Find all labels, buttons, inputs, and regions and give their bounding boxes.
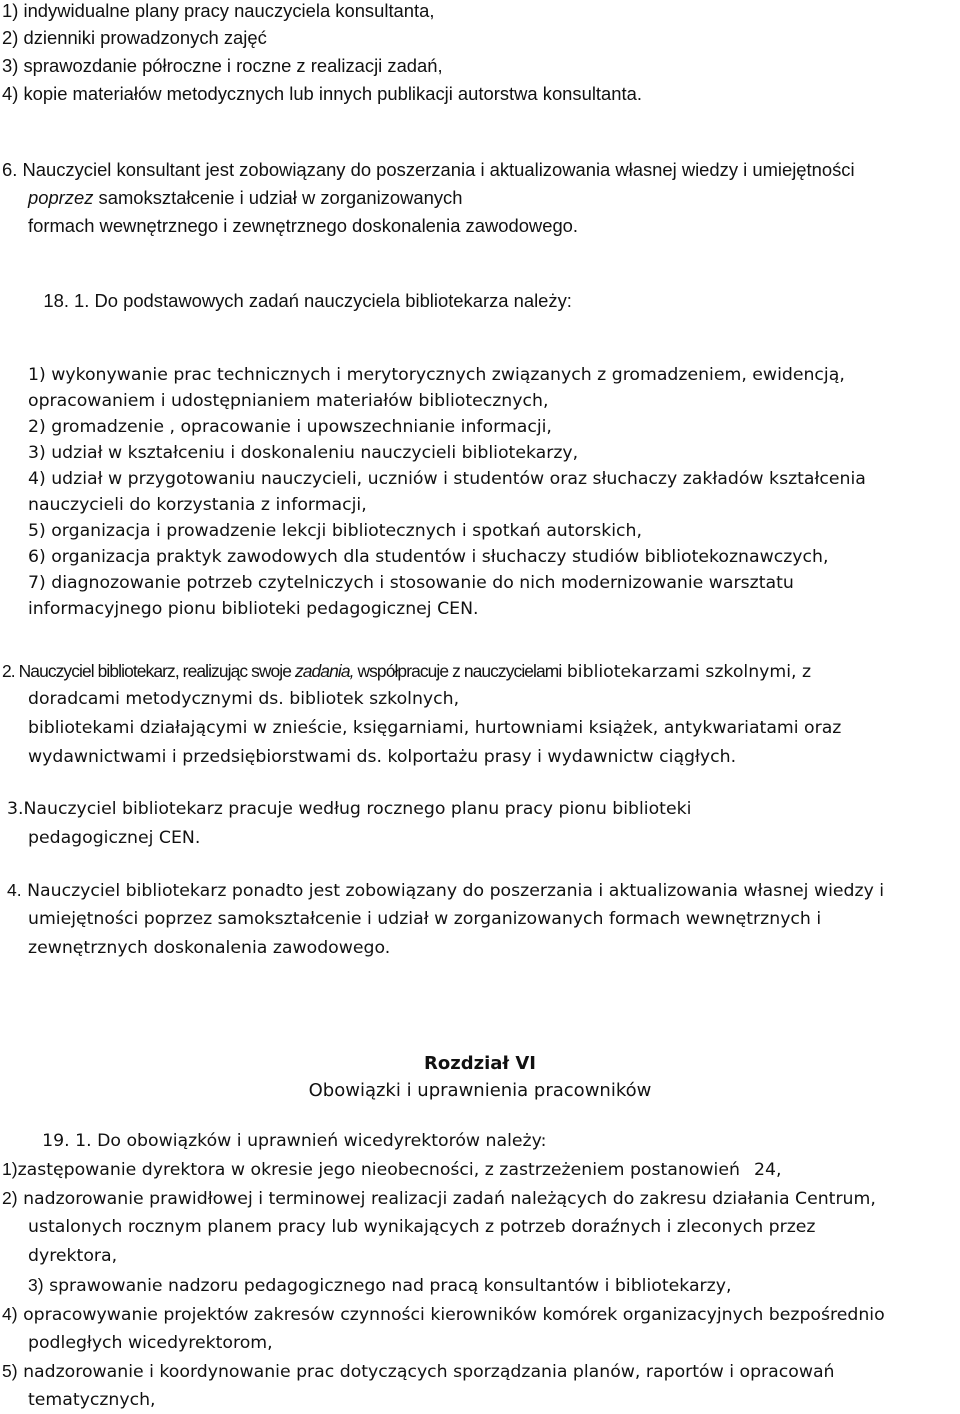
list-item: 4) kopie materiałów metodycznych lub innych publikacji autorstwa konsultanta. [2, 83, 642, 104]
list-item: nauczycieli do korzystania z informacji, [28, 495, 367, 515]
point-3-line-1: 3.Nauczyciel bibliotekarz pracuje według rocznego planu pracy pionu biblioteki [7, 799, 692, 819]
point-2-line-2: doradcami metodycznymi ds. bibliotek szkolnych, [28, 689, 460, 709]
section-18-heading: § 18. 1. Do podstawowych zadań nauczyciela bibliotekarza należy: [28, 290, 572, 311]
list-item: 4) udział w przygotowaniu nauczycieli, uczniów i studentów oraz słuchaczy zakładów kształcenia [28, 469, 866, 489]
list-item-continuation: tematycznych, [28, 1390, 156, 1410]
section-sign: § [745, 1160, 755, 1180]
chapter-subtitle: Obowiązki i uprawnienia pracowników [308, 1080, 652, 1101]
list-item: 4) opracowywanie projektów zakresów czynności kierowników komórek organizacyjnych bezpośrednio [2, 1304, 885, 1325]
list-item: 7) diagnozowanie potrzeb czytelniczych i stosowanie do nich modernizowanie warsztatu [28, 573, 794, 593]
point-2-line-4: wydawnictwami i przedsiębiorstwami ds. kolportażu prasy i wydawnictw ciągłych. [28, 747, 737, 767]
point-4-line-3: zewnętrznych doskonalenia zawodowego. [28, 938, 391, 958]
list-item-continuation: podległych wicedyrektorom, [28, 1333, 273, 1353]
list-item-continuation: ustalonych rocznym planem pracy lub wynikających z potrzeb doraźnych i zleconych przez [28, 1217, 816, 1237]
list-item: 1)zastępowanie dyrektora w okresie jego nieobecności, z zastrzeżeniem postanowień §24, [2, 1159, 782, 1180]
list-item-continuation: dyrektora, [28, 1246, 118, 1266]
list-item: opracowaniem i udostępnianiem materiałów bibliotecznych, [28, 391, 549, 411]
point-6-line-1: 6. Nauczyciel konsultant jest zobowiązany do poszerzania i aktualizowania własnej wiedzy i umiejętności [2, 159, 855, 180]
point-2-line-1: 2. Nauczyciel bibliotekarz, realizując swoje zadania, współpracuje z nauczycielami bibliotekarzami szkolnymi, z [2, 661, 812, 682]
list-item: 1) indywidualne plany pracy nauczyciela konsultanta, [2, 0, 435, 21]
list-item: 6) organizacja praktyk zawodowych dla studentów i słuchaczy studiów bibliotekoznawczych, [28, 547, 829, 567]
point-4-line-2: umiejętności poprzez samokształcenie i udział w zorganizowanych formach wewnętrznych i [28, 909, 822, 929]
list-item: informacyjnego pionu biblioteki pedagogicznej CEN. [28, 599, 479, 619]
list-item: 3) udział w kształceniu i doskonaleniu nauczycieli bibliotekarzy, [28, 443, 579, 463]
section-sign: § [28, 1131, 37, 1151]
list-item: 5) nadzorowanie i koordynowanie prac dotyczących sporządzania planów, raportów i opracowań [2, 1361, 835, 1382]
section-sign: § [28, 290, 39, 311]
list-item: 1) wykonywanie prac technicznych i merytorycznych związanych z gromadzeniem, ewidencją, [28, 365, 845, 385]
list-item: 2) nadzorowanie prawidłowej i terminowej realizacji zadań należących do zakresu działania Centrum, [2, 1188, 876, 1209]
list-item: 2) dzienniki prowadzonych zajęć [2, 27, 267, 48]
list-item: 2) gromadzenie , opracowanie i upowszechnianie informacji, [28, 417, 552, 437]
list-item: 3) sprawozdanie półroczne i roczne z realizacji zadań, [2, 55, 443, 76]
point-4-line-1: 4. Nauczyciel bibliotekarz ponadto jest zobowiązany do poszerzania i aktualizowania własnej wiedzy i [7, 880, 885, 901]
point-6-line-3: formach wewnętrznego i zewnętrznego doskonalenia zawodowego. [28, 215, 579, 236]
list-item: 3) sprawowanie nadzoru pedagogicznego nad pracą konsultantów i bibliotekarzy, [28, 1275, 732, 1296]
list-item: 5) organizacja i prowadzenie lekcji bibliotecznych i spotkań autorskich, [28, 521, 642, 541]
point-2-line-3: bibliotekami działającymi w znieście, księgarniami, hurtowniami książek, antykwariatami oraz [28, 718, 842, 738]
chapter-title: Rozdział VI [424, 1053, 536, 1074]
point-3-line-2: pedagogicznej CEN. [28, 828, 201, 848]
point-6-line-2: poprzez samokształcenie i udział w zorganizowanych [28, 187, 463, 208]
section-19-heading: § 19. 1. Do obowiązków i uprawnień wicedyrektorów należy: [28, 1131, 547, 1151]
